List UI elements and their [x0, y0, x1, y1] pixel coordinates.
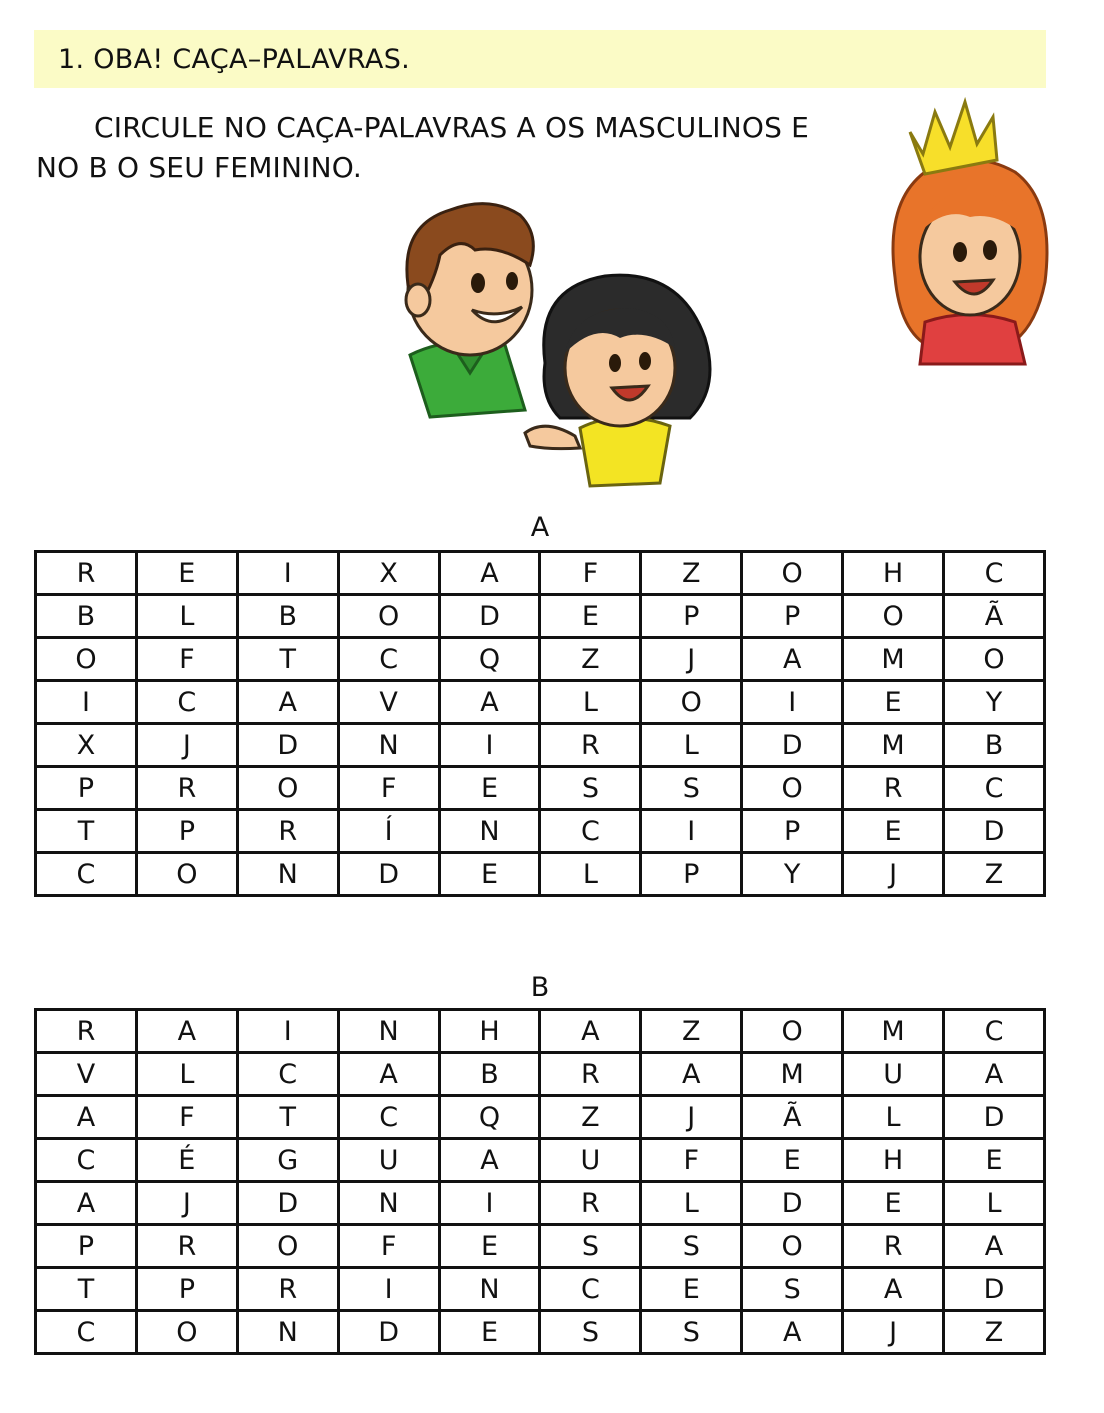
grid-row: [36, 1139, 1045, 1182]
grid-cell[interactable]: A: [742, 638, 843, 681]
grid-cell[interactable]: U: [843, 1053, 944, 1096]
grid-row: [36, 1053, 1045, 1096]
grid-cell[interactable]: E: [439, 1225, 540, 1268]
grid-row: [36, 595, 1045, 638]
grid-cell[interactable]: O: [944, 638, 1045, 681]
grid-cell[interactable]: I: [742, 681, 843, 724]
exercise-title-bar: [34, 30, 1046, 88]
grid-cell[interactable]: B: [237, 595, 338, 638]
grid-cell[interactable]: Q: [439, 638, 540, 681]
grid-cell[interactable]: L: [843, 1096, 944, 1139]
grid-cell[interactable]: R: [136, 767, 237, 810]
grid-cell[interactable]: O: [136, 853, 237, 896]
grid-cell[interactable]: R: [36, 1010, 137, 1053]
grid-cell[interactable]: S: [641, 767, 742, 810]
grid-cell[interactable]: A: [540, 1010, 641, 1053]
grid-cell[interactable]: Z: [641, 552, 742, 595]
grid-cell[interactable]: E: [136, 552, 237, 595]
grid-cell[interactable]: A: [439, 681, 540, 724]
grid-cell[interactable]: D: [338, 1311, 439, 1354]
grid-row: [36, 1311, 1045, 1354]
grid-cell[interactable]: D: [237, 1182, 338, 1225]
grid-cell[interactable]: S: [540, 767, 641, 810]
grid-cell[interactable]: T: [237, 1096, 338, 1139]
grid-cell[interactable]: R: [843, 767, 944, 810]
grid-cell[interactable]: A: [944, 1053, 1045, 1096]
grid-cell[interactable]: H: [843, 1139, 944, 1182]
word-search-grid-b: [34, 1008, 1046, 1355]
grid-cell[interactable]: D: [439, 595, 540, 638]
grid-cell[interactable]: Ã: [742, 1096, 843, 1139]
grid-cell[interactable]: D: [742, 1182, 843, 1225]
grid-cell[interactable]: P: [136, 810, 237, 853]
grid-cell[interactable]: R: [843, 1225, 944, 1268]
grid-cell[interactable]: B: [36, 595, 137, 638]
grid-cell[interactable]: A: [439, 1139, 540, 1182]
grid-cell[interactable]: G: [237, 1139, 338, 1182]
grid-row: [36, 1225, 1045, 1268]
grid-cell[interactable]: T: [237, 638, 338, 681]
grid-cell[interactable]: D: [338, 853, 439, 896]
grid-cell[interactable]: D: [944, 1096, 1045, 1139]
grid-cell[interactable]: C: [944, 767, 1045, 810]
grid-cell[interactable]: L: [136, 1053, 237, 1096]
grid-cell[interactable]: A: [439, 552, 540, 595]
grid-cell[interactable]: O: [843, 595, 944, 638]
grid-cell[interactable]: R: [540, 1182, 641, 1225]
grid-cell[interactable]: D: [742, 724, 843, 767]
grid-cell[interactable]: A: [843, 1268, 944, 1311]
grid-cell[interactable]: N: [439, 810, 540, 853]
grid-cell[interactable]: X: [338, 552, 439, 595]
grid-cell[interactable]: N: [338, 1010, 439, 1053]
grid-cell[interactable]: Í: [338, 810, 439, 853]
grid-cell[interactable]: Y: [742, 853, 843, 896]
grid-cell[interactable]: P: [641, 595, 742, 638]
grid-row: [36, 681, 1045, 724]
grid-cell[interactable]: Z: [540, 638, 641, 681]
grid-cell[interactable]: A: [237, 681, 338, 724]
grid-cell[interactable]: E: [843, 810, 944, 853]
grid-cell[interactable]: R: [540, 1053, 641, 1096]
grid-cell[interactable]: C: [338, 638, 439, 681]
grid-cell[interactable]: D: [237, 724, 338, 767]
grid-cell[interactable]: N: [237, 1311, 338, 1354]
grid-cell[interactable]: M: [843, 638, 944, 681]
grid-cell[interactable]: F: [136, 1096, 237, 1139]
grid-cell[interactable]: R: [136, 1225, 237, 1268]
grid-cell[interactable]: O: [742, 552, 843, 595]
grid-cell[interactable]: Ã: [944, 595, 1045, 638]
grid-cell[interactable]: Z: [641, 1010, 742, 1053]
grid-cell[interactable]: C: [944, 552, 1045, 595]
grid-cell[interactable]: O: [641, 681, 742, 724]
grid-cell[interactable]: A: [641, 1053, 742, 1096]
grid-cell[interactable]: F: [338, 1225, 439, 1268]
grid-cell[interactable]: C: [36, 1311, 137, 1354]
grid-cell[interactable]: E: [641, 1268, 742, 1311]
grid-cell[interactable]: V: [338, 681, 439, 724]
grid-cell[interactable]: S: [540, 1225, 641, 1268]
grid-cell[interactable]: T: [36, 810, 137, 853]
grid-cell[interactable]: Z: [944, 853, 1045, 896]
grid-cell[interactable]: P: [742, 810, 843, 853]
grid-cell[interactable]: S: [742, 1268, 843, 1311]
grid-cell[interactable]: R: [36, 552, 137, 595]
grid-cell[interactable]: É: [136, 1139, 237, 1182]
grid-row: [36, 853, 1045, 896]
grid-cell[interactable]: I: [439, 724, 540, 767]
grid-cell[interactable]: H: [843, 552, 944, 595]
grid-cell[interactable]: M: [742, 1053, 843, 1096]
grid-cell[interactable]: J: [136, 724, 237, 767]
grid-cell[interactable]: U: [338, 1139, 439, 1182]
grid-cell[interactable]: E: [742, 1139, 843, 1182]
grid-cell[interactable]: L: [136, 595, 237, 638]
grid-cell[interactable]: C: [540, 1268, 641, 1311]
grid-cell[interactable]: R: [237, 1268, 338, 1311]
grid-row: [36, 810, 1045, 853]
grid-row: [36, 1268, 1045, 1311]
grid-cell[interactable]: C: [338, 1096, 439, 1139]
word-search-grid-a: [34, 550, 1046, 897]
grid-cell[interactable]: S: [641, 1225, 742, 1268]
grid-cell[interactable]: S: [641, 1311, 742, 1354]
grid-cell[interactable]: U: [540, 1139, 641, 1182]
grid-cell[interactable]: H: [439, 1010, 540, 1053]
grid-cell[interactable]: I: [237, 1010, 338, 1053]
girl-illustration: [520, 268, 730, 490]
grid-cell[interactable]: F: [641, 1139, 742, 1182]
grid-a-label: A: [530, 512, 550, 543]
grid-cell[interactable]: O: [742, 1010, 843, 1053]
grid-cell[interactable]: C: [36, 1139, 137, 1182]
grid-row: [36, 724, 1045, 767]
grid-cell[interactable]: S: [540, 1311, 641, 1354]
grid-cell[interactable]: O: [742, 767, 843, 810]
grid-cell[interactable]: O: [136, 1311, 237, 1354]
grid-cell[interactable]: O: [338, 595, 439, 638]
grid-cell[interactable]: M: [843, 724, 944, 767]
grid-cell[interactable]: F: [136, 638, 237, 681]
grid-cell[interactable]: I: [36, 681, 137, 724]
grid-cell[interactable]: P: [136, 1268, 237, 1311]
grid-cell[interactable]: A: [36, 1096, 137, 1139]
grid-cell[interactable]: E: [439, 1311, 540, 1354]
grid-cell[interactable]: A: [136, 1010, 237, 1053]
grid-cell[interactable]: R: [540, 724, 641, 767]
grid-cell[interactable]: N: [338, 724, 439, 767]
grid-cell[interactable]: N: [439, 1268, 540, 1311]
grid-cell[interactable]: L: [641, 1182, 742, 1225]
grid-cell[interactable]: X: [36, 724, 137, 767]
grid-row: [36, 1182, 1045, 1225]
grid-row: [36, 767, 1045, 810]
grid-cell[interactable]: B: [439, 1053, 540, 1096]
grid-cell[interactable]: I: [439, 1182, 540, 1225]
grid-cell[interactable]: E: [439, 767, 540, 810]
grid-cell[interactable]: E: [843, 681, 944, 724]
grid-cell[interactable]: I: [641, 810, 742, 853]
grid-cell[interactable]: J: [136, 1182, 237, 1225]
grid-cell[interactable]: B: [944, 724, 1045, 767]
grid-cell[interactable]: L: [641, 724, 742, 767]
grid-row: [36, 1096, 1045, 1139]
grid-cell[interactable]: Y: [944, 681, 1045, 724]
grid-cell[interactable]: N: [237, 853, 338, 896]
grid-cell[interactable]: Q: [439, 1096, 540, 1139]
grid-cell[interactable]: O: [742, 1225, 843, 1268]
grid-cell[interactable]: D: [944, 1268, 1045, 1311]
grid-cell[interactable]: A: [944, 1225, 1045, 1268]
grid-cell[interactable]: L: [540, 681, 641, 724]
grid-row: [36, 552, 1045, 595]
grid-cell[interactable]: C: [540, 810, 641, 853]
grid-cell[interactable]: E: [944, 1139, 1045, 1182]
grid-cell[interactable]: J: [843, 1311, 944, 1354]
instruction-line-2: NO B O SEU FEMININO.: [36, 151, 362, 184]
grid-cell[interactable]: L: [540, 853, 641, 896]
instruction-text: [36, 108, 896, 188]
grid-cell[interactable]: P: [641, 853, 742, 896]
grid-cell[interactable]: C: [136, 681, 237, 724]
princess-crown-illustration: [885, 92, 1055, 367]
grid-cell[interactable]: I: [237, 552, 338, 595]
grid-cell[interactable]: E: [843, 1182, 944, 1225]
grid-cell[interactable]: I: [338, 1268, 439, 1311]
grid-cell[interactable]: C: [36, 853, 137, 896]
exercise-title: 1. OBA! CAÇA–PALAVRAS.: [58, 43, 411, 75]
grid-cell[interactable]: P: [36, 767, 137, 810]
grid-cell[interactable]: J: [641, 1096, 742, 1139]
grid-cell[interactable]: C: [237, 1053, 338, 1096]
grid-cell[interactable]: F: [338, 767, 439, 810]
grid-row: [36, 638, 1045, 681]
grid-row: [36, 1010, 1045, 1053]
grid-cell[interactable]: R: [237, 810, 338, 853]
grid-cell[interactable]: E: [439, 853, 540, 896]
grid-cell[interactable]: T: [36, 1268, 137, 1311]
grid-cell[interactable]: P: [742, 595, 843, 638]
grid-cell[interactable]: J: [641, 638, 742, 681]
grid-cell[interactable]: L: [944, 1182, 1045, 1225]
grid-cell[interactable]: J: [843, 853, 944, 896]
grid-cell[interactable]: A: [742, 1311, 843, 1354]
grid-cell[interactable]: F: [540, 552, 641, 595]
grid-cell[interactable]: Z: [944, 1311, 1045, 1354]
grid-cell[interactable]: V: [36, 1053, 137, 1096]
grid-cell[interactable]: A: [338, 1053, 439, 1096]
grid-cell[interactable]: Z: [540, 1096, 641, 1139]
grid-cell[interactable]: O: [237, 1225, 338, 1268]
grid-cell[interactable]: P: [36, 1225, 137, 1268]
instruction-line-1: CIRCULE NO CAÇA-PALAVRAS A OS MASCULINOS E: [94, 111, 810, 144]
grid-b-label: B: [530, 972, 550, 1003]
grid-cell[interactable]: A: [36, 1182, 137, 1225]
grid-cell[interactable]: O: [36, 638, 137, 681]
grid-cell[interactable]: O: [237, 767, 338, 810]
grid-cell[interactable]: M: [843, 1010, 944, 1053]
grid-cell[interactable]: D: [944, 810, 1045, 853]
grid-cell[interactable]: N: [338, 1182, 439, 1225]
grid-cell[interactable]: E: [540, 595, 641, 638]
grid-cell[interactable]: C: [944, 1010, 1045, 1053]
